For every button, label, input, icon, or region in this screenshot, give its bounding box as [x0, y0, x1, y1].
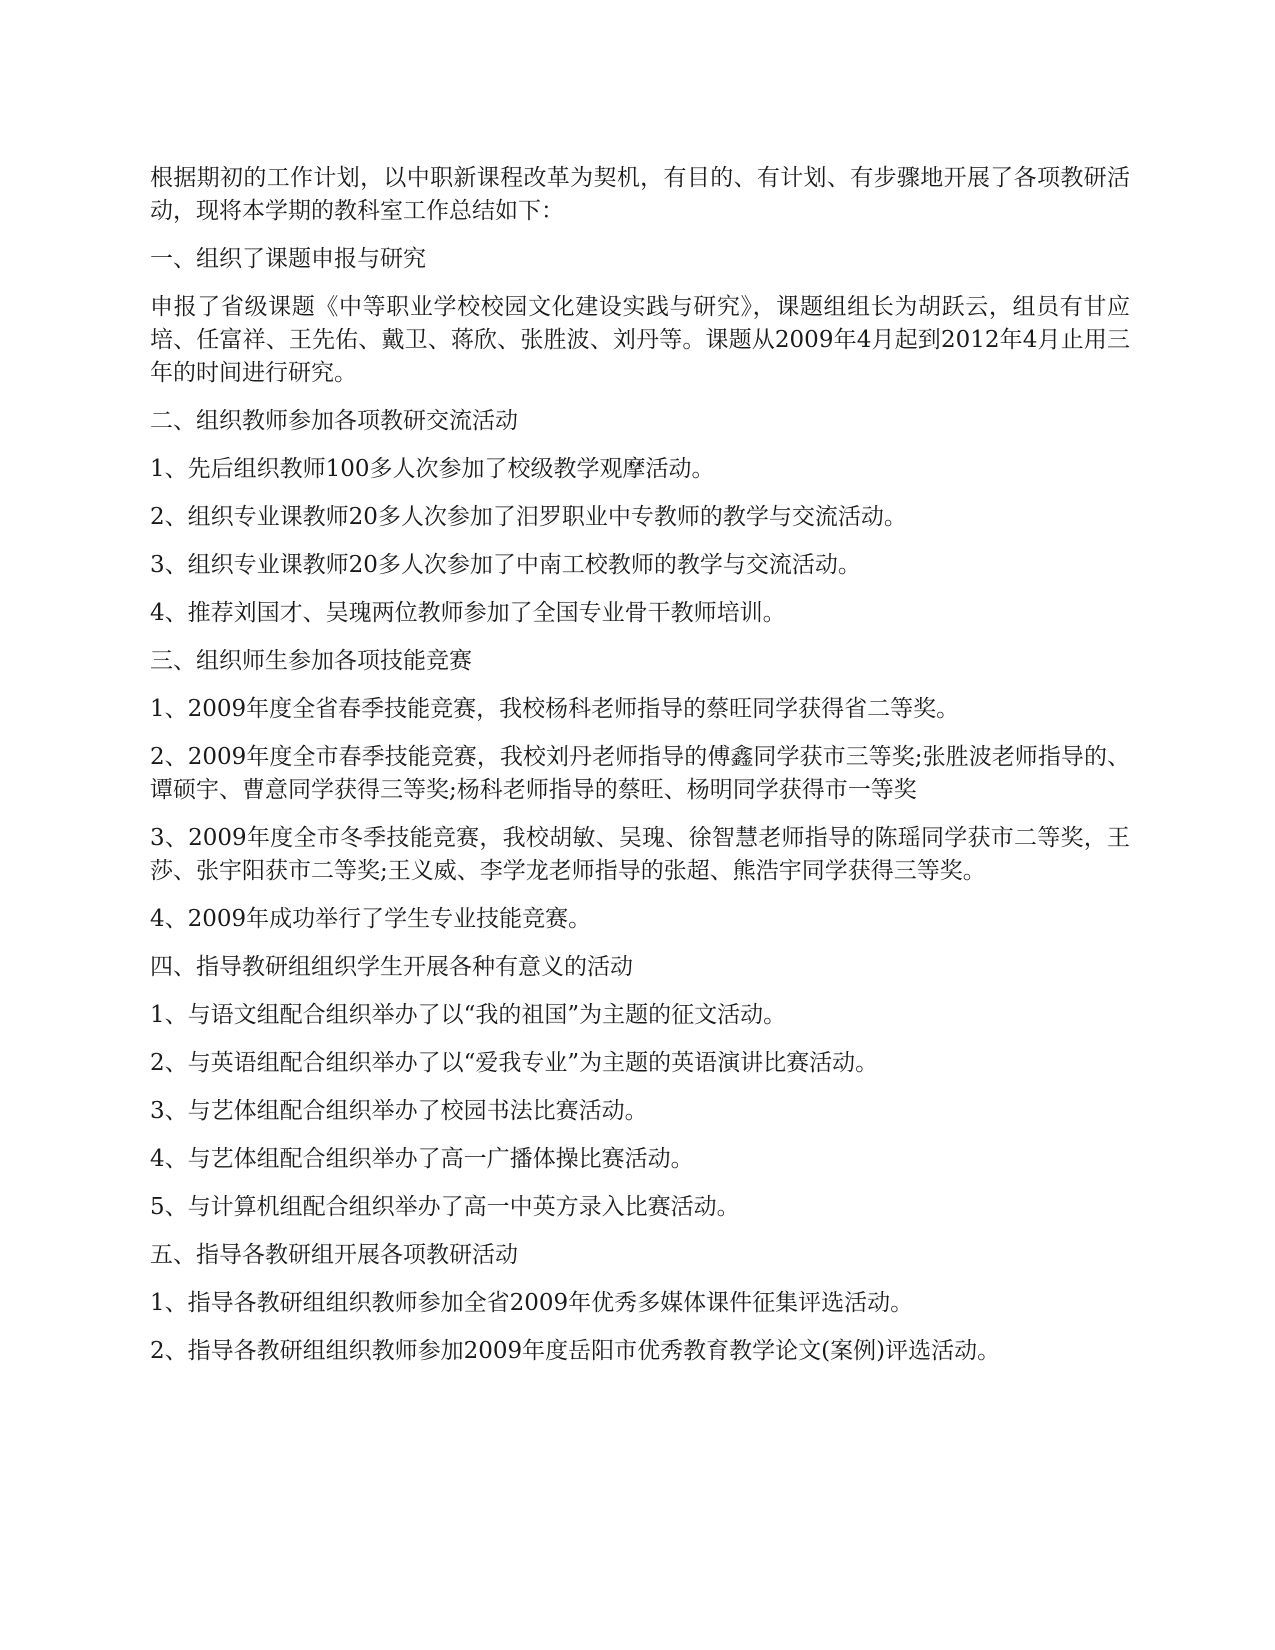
list-item: 3、与艺体组配合组织举办了校园书法比赛活动。 [150, 1098, 648, 1124]
list-item: 4、2009年成功举行了学生专业技能竞赛。 [150, 906, 592, 932]
section-heading-2: 二、组织教师参加各项教研交流活动 [150, 408, 518, 434]
section-1-body: 申报了省级课题《中等职业学校校园文化建设实践与研究》，课题组组长为胡跃云，组员有甘应培、任富祥、王先佑、戴卫、蒋欣、张胜波、刘丹等。课题从2009年4月起到2012年4月止用三年的时间进行研究。 [150, 294, 1130, 386]
list-item: 3、组织专业课教师20多人次参加了中南工校教师的教学与交流活动。 [150, 552, 861, 578]
list-item: 1、2009年度全省春季技能竞赛，我校杨科老师指导的蔡旺同学获得省二等奖。 [150, 696, 960, 722]
list-item: 3、2009年度全市冬季技能竞赛，我校胡敏、吴瑰、徐智慧老师指导的陈瑶同学获市二等奖，王莎、张宇阳获市二等奖;王义威、李学龙老师指导的张超、熊浩宇同学获得三等奖。 [150, 825, 1130, 884]
list-item: 4、与艺体组配合组织举办了高一广播体操比赛活动。 [150, 1146, 694, 1172]
list-item: 1、指导各教研组组织教师参加全省2009年优秀多媒体课件征集评选活动。 [150, 1290, 914, 1316]
section-heading-4: 四、指导教研组组织学生开展各种有意义的活动 [150, 954, 633, 980]
section-heading-3: 三、组织师生参加各项技能竞赛 [150, 648, 472, 674]
list-item: 1、与语文组配合组织举办了以“我的祖国”为主题的征文活动。 [150, 1002, 787, 1028]
list-item: 5、与计算机组配合组织举办了高一中英方录入比赛活动。 [150, 1194, 740, 1220]
list-item: 4、推荐刘国才、吴瑰两位教师参加了全国专业骨干教师培训。 [150, 600, 786, 626]
section-heading-5: 五、指导各教研组开展各项教研活动 [150, 1242, 518, 1268]
section-heading-1: 一、组织了课题申报与研究 [150, 246, 426, 272]
list-item: 2、指导各教研组组织教师参加2009年度岳阳市优秀教育教学论文(案例)评选活动。 [150, 1338, 1001, 1364]
list-item: 2、与英语组配合组织举办了以“爱我专业”为主题的英语演讲比赛活动。 [150, 1050, 879, 1076]
intro-paragraph: 根据期初的工作计划，以中职新课程改革为契机，有目的、有计划、有步骤地开展了各项教研活动，现将本学期的教科室工作总结如下： [150, 165, 1130, 224]
list-item: 2、组织专业课教师20多人次参加了汨罗职业中专教师的教学与交流活动。 [150, 504, 907, 530]
list-item: 2、2009年度全市春季技能竞赛，我校刘丹老师指导的傅鑫同学获市三等奖;张胜波老师指导的、谭硕宇、曹意同学获得三等奖;杨科老师指导的蔡旺、杨明同学获得市一等奖 [150, 744, 1130, 803]
list-item: 1、先后组织教师100多人次参加了校级教学观摩活动。 [150, 456, 715, 482]
document-body [150, 162, 1130, 1383]
